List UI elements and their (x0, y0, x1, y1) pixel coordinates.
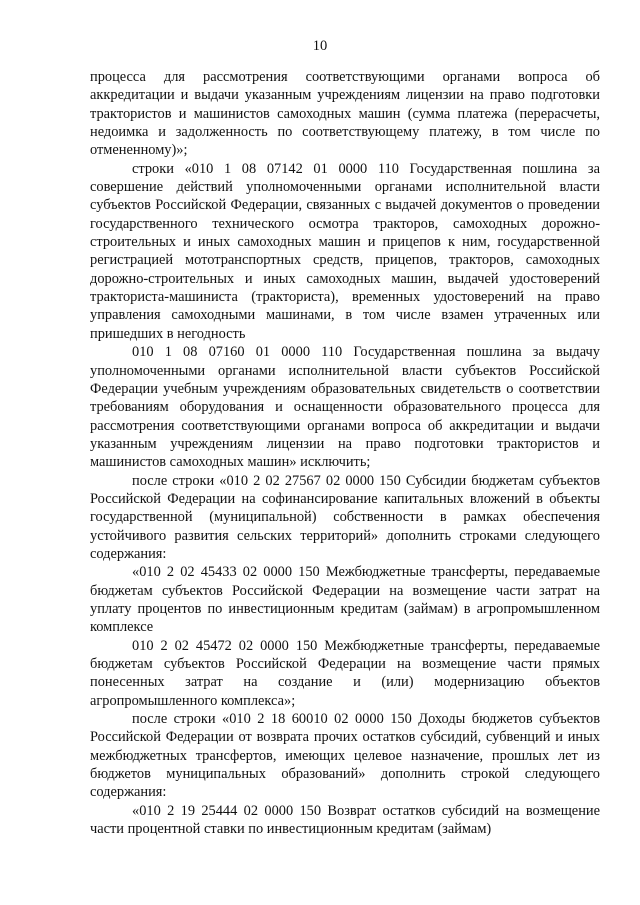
page-number: 10 (312, 38, 328, 54)
paragraph-row-45433: «010 2 02 45433 02 0000 150 Межбюджетные трансферты, передаваемые бюджетам субъектов Российской Федерации на возмещение части затрат на уплату процентов по инвестиционным кредитам (займам) в агропромышленном комплексе (90, 564, 600, 636)
paragraph-row-45472: 010 2 02 45472 02 0000 150 Межбюджетные трансферты, передаваемые бюджетам субъектов Российской Федерации на возмещение части прямых понесенных затрат на создание и (или) модернизацию объектов агропромышленного комплекса»; (90, 637, 600, 709)
paragraph-row-07160: 010 1 08 07160 01 0000 110 Государственная пошлина за выдачу уполномоченными органами исполнительной власти субъектов Российской Федерации учебным учреждениям образовательных свидетельств о соответствии требованиям оборудования и оснащенности образовательного процесса для рассмотрения соответствующими органами вопроса об аккредитации и выдачи указанным учреждениям лицензии на право подготовки трактористов и машинистов самоходных машин» исключить; (90, 344, 600, 471)
paragraph-after-27567: после строки «010 2 02 27567 02 0000 150 Субсидии бюджетам субъектов Российской Федерации на софинансирование капитальных вложений в объекты государственной (муниципальной) собственности в рамках обеспечения устойчивого развития сельских территорий» дополнить строками следующего содержания: (90, 472, 600, 562)
paragraph-after-60010: после строки «010 2 18 60010 02 0000 150 Доходы бюджетов субъектов Российской Федерации от возврата прочих остатков субсидий, субвенций и иных межбюджетных трансфертов, имеющих целевое назначение, прошлых лет из бюджетов муниципальных образований» дополнить строкой следующего содержания: (90, 711, 600, 801)
document-body (90, 68, 600, 838)
paragraph-row-07142: строки «010 1 08 07142 01 0000 110 Государственная пошлина за совершение действий уполномоченными органами исполнительной власти субъектов Российской Федерации, связанных с выдачей документов о проведении государственного технического осмотра тракторов, самоходных дорожно-строительных и иных самоходных машин и прицепов к ним, государственной регистрацией мототранспортных средств, прицепов, тракторов, самоходных дорожно-строительных и иных самоходных машин, выдачей удостоверений тракториста-машиниста (тракториста), временных удостоверений на право управления самоходными машинами, в том числе взамен утраченных или пришедших в негодность (90, 160, 600, 342)
paragraph-row-25444: «010 2 19 25444 02 0000 150 Возврат остатков субсидий на возмещение части процентной ставки по инвестиционным кредитам (займам) (90, 802, 600, 838)
paragraph-continuation: процесса для рассмотрения соответствующими органами вопроса об аккредитации и выдачи указанным учреждениям лицензии на право подготовки трактористов и машинистов самоходных машин (сумма платежа (перерасчеты, недоимка и задолженность по соответствующему платежу, в том числе по отмененному)»; (90, 69, 600, 159)
